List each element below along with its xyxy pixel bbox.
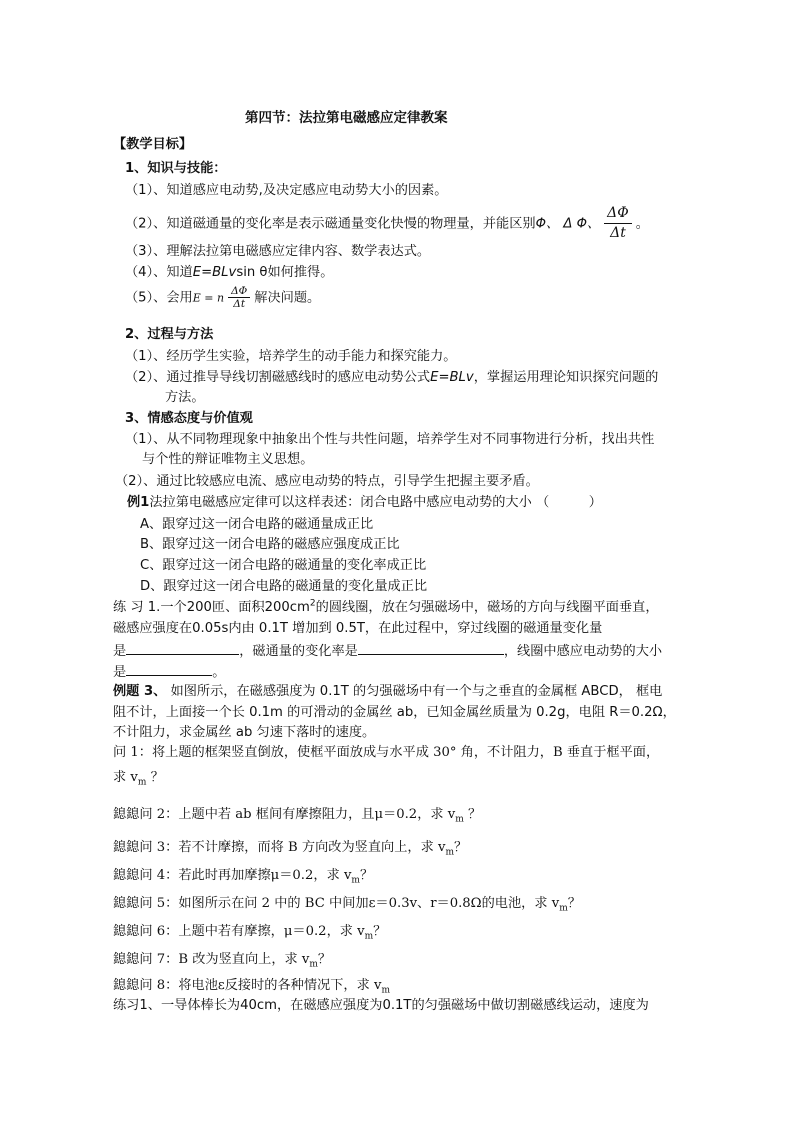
- fraction-numerator: ΔΦ: [228, 285, 250, 298]
- question-label: 鎴鎴问 4：: [113, 868, 179, 883]
- subscript: m: [309, 959, 318, 970]
- practice1-line1-text: 练 习 1.一个200匝、面积200cm: [113, 600, 310, 615]
- q1-line1: 问 1：将上题的框架竖直倒放，使框平面放成与水平成 30° 角，不计阻力，B 垂直于框平面，: [113, 745, 660, 760]
- flux-rate-fraction: [604, 204, 632, 243]
- example1-option-a: A、跟穿过这一闭合电路的磁通量成正比: [140, 517, 374, 532]
- practice1-line3: [113, 640, 662, 662]
- s2-item2-cont: 方法。: [165, 390, 205, 405]
- s1-item3: （3）、理解法拉第电磁感应定律内容、数学表达式。: [125, 244, 431, 259]
- question-text: 若不计摩擦，而将 B 方向改为竖直向上，求 v: [178, 840, 446, 855]
- s2-item2-post: ，掌握运用理论知识探究问题的: [473, 370, 659, 385]
- practice1-line4-b: 。: [212, 665, 226, 680]
- example1-label: 例1: [127, 495, 150, 510]
- question-end: ？: [453, 840, 468, 855]
- question-text: 上题中若 ab 框间有摩擦阻力，且μ＝0.2，求 v: [178, 807, 456, 822]
- practice1-line3-a: 是: [113, 644, 127, 659]
- practice1-line4: [113, 661, 225, 683]
- s3-item1: （1）、从不同物理现象中抽象出个性与共性问题，培养学生对不同事物进行分析，找出共性: [125, 432, 655, 447]
- s1-item2: [125, 204, 649, 243]
- subscript: m: [137, 777, 147, 788]
- example1-option-c: C、跟穿过这一闭合电路的磁通量的变化率成正比: [140, 558, 427, 573]
- q1-line2: [113, 768, 164, 788]
- practice-end-line: 练习1、一导体棒长为40cm，在磁感应强度为0.1T的匀强磁场中做切割磁感线运动，速度为: [113, 998, 649, 1013]
- practice1-line1: [113, 598, 659, 618]
- subscript: m: [351, 875, 360, 886]
- question-7: [113, 950, 331, 970]
- question-text: 如图所示在问 2 中的 BC 中间加ε＝0.3v、r＝0.8Ω的电池，求 v: [178, 896, 560, 911]
- example1-question: [127, 493, 602, 513]
- question-end: ？: [359, 868, 374, 883]
- fraction-denominator: Δt: [233, 298, 246, 310]
- fraction-numerator: ΔΦ: [604, 204, 632, 224]
- example1-option-b: B、跟穿过这一闭合电路的磁感应强度成正比: [140, 537, 400, 552]
- practice1-line4-a: 是: [113, 665, 127, 680]
- formula-ebl: E=BLv: [192, 265, 237, 280]
- question-end: ？: [373, 924, 387, 939]
- formula-eblv: E=BLv: [430, 370, 474, 385]
- question-label: 鎴鎴问 2：: [113, 807, 179, 822]
- subscript: m: [364, 931, 374, 942]
- question-label: 鎴鎴问 3：: [113, 840, 179, 855]
- phi-symbol: Φ、: [535, 216, 560, 232]
- answer-blank[interactable]: [358, 640, 504, 655]
- question-end: ？: [317, 952, 332, 967]
- q1-line2-end: ？: [146, 770, 164, 785]
- s1-item4-pre: （4）、知道: [125, 265, 193, 280]
- practice1-line2: 磁感应强度在0.05s内由 0.1T 增加到 0.5T，在此过程中，穿过线圈的磁通量变化量: [113, 621, 603, 636]
- question-2: [113, 805, 481, 825]
- question-text: 上题中若有摩擦，μ＝0.2，求 v: [178, 924, 365, 939]
- s1-item2-end: 。: [635, 216, 649, 232]
- question-label: 鎴鎴问 8：: [113, 978, 179, 993]
- faraday-fraction: [228, 285, 250, 310]
- subscript: m: [559, 903, 568, 914]
- fraction-denominator: Δt: [610, 225, 626, 241]
- example3-line3: 不计阻力，求金属丝 ab 匀速下落时的速度。: [113, 725, 376, 740]
- s2-item2: [125, 368, 658, 388]
- superscript: 2: [309, 598, 316, 609]
- question-label: 鎴鎴问 7：: [113, 952, 179, 967]
- subscript: m: [445, 847, 454, 858]
- s1-item5: [125, 285, 320, 310]
- s1-item5-pre: （5）、会用: [125, 290, 193, 306]
- section1-heading: 1、知识与技能：: [125, 161, 227, 176]
- question-8: [113, 976, 390, 996]
- s1-item4-post: sin θ如何推得。: [236, 265, 334, 280]
- section2-heading: 2、过程与方法: [125, 327, 214, 342]
- s1-item2-text: （2）、知道磁通量的变化率是表示磁通量变化快慢的物理量，并能区别: [125, 216, 536, 232]
- answer-blank[interactable]: [126, 640, 239, 655]
- question-label: 鎴鎴问 5：: [113, 896, 179, 911]
- s3-item2: （2）、通过比较感应电流、感应电动势的特点，引导学生把握主要矛盾。: [115, 474, 539, 489]
- example1-text: 法拉第电磁感应定律可以这样表述：闭合电路中感应电动势的大小 （ ）: [149, 495, 602, 510]
- question-text: 若此时再加摩擦μ＝0.2，求 v: [178, 868, 352, 883]
- practice1-line3-b: ，磁通量的变化率是: [239, 644, 358, 659]
- example3-label: 例题 3、: [113, 684, 167, 699]
- question-5: [113, 894, 581, 914]
- question-text: 将电池ε反接时的各种情况下，求 v: [178, 978, 382, 993]
- subscript: m: [381, 985, 390, 996]
- example3-line1: [113, 682, 662, 702]
- question-6: [113, 922, 386, 942]
- s1-item4: [125, 263, 333, 283]
- question-end: ？: [567, 896, 581, 911]
- question-3: [113, 838, 467, 858]
- example1-option-d: D、跟穿过这一闭合电路的磁通量的变化量成正比: [140, 579, 428, 594]
- question-text: B 改为竖直向上，求 v: [178, 952, 310, 967]
- example3-line2: 阻不计，上面接一个长 0.1m 的可滑动的金属丝 ab，已知金属丝质量为 0.2g，电阻 R＝0.2Ω，: [113, 705, 676, 720]
- s2-item2-pre: （2）、通过推导导线切割磁感线时的感应电动势公式: [125, 370, 431, 385]
- example3-line1-text: 如图所示，在磁感强度为 0.1T 的匀强磁场中有一个与之垂直的金属框 ABCD， 框电: [170, 684, 663, 699]
- s1-item5-post: 解决问题。: [254, 290, 321, 306]
- practice1-line3-c: ，线圈中感应电动势的大小: [503, 644, 663, 659]
- s3-item1-cont: 与个性的辩证唯物主义思想。: [142, 452, 314, 467]
- question-4: [113, 866, 373, 886]
- goals-heading: 【教学目标】: [113, 137, 193, 152]
- formula-e-n: E = n: [192, 291, 225, 305]
- s2-item1: （1）、经历学生实验，培养学生的动手能力和探究能力。: [125, 349, 457, 364]
- page-title: 第四节：法拉第电磁感应定律教案: [245, 110, 448, 126]
- question-label: 鎴鎴问 6：: [113, 924, 179, 939]
- question-end: ？: [463, 807, 482, 822]
- q1-line2-text: 求 v: [113, 770, 138, 785]
- section3-heading: 3、情感态度与价值观: [125, 411, 253, 426]
- delta-phi-symbol: Δ Φ、: [563, 216, 601, 232]
- subscript: m: [455, 814, 464, 825]
- practice1-line1-end: 的圆线圈，放在匀强磁场中，磁场的方向与线圈平面垂直，: [315, 600, 659, 615]
- s1-item1: （1）、知道感应电动势,及决定感应电动势大小的因素。: [125, 183, 448, 198]
- answer-blank[interactable]: [126, 661, 212, 676]
